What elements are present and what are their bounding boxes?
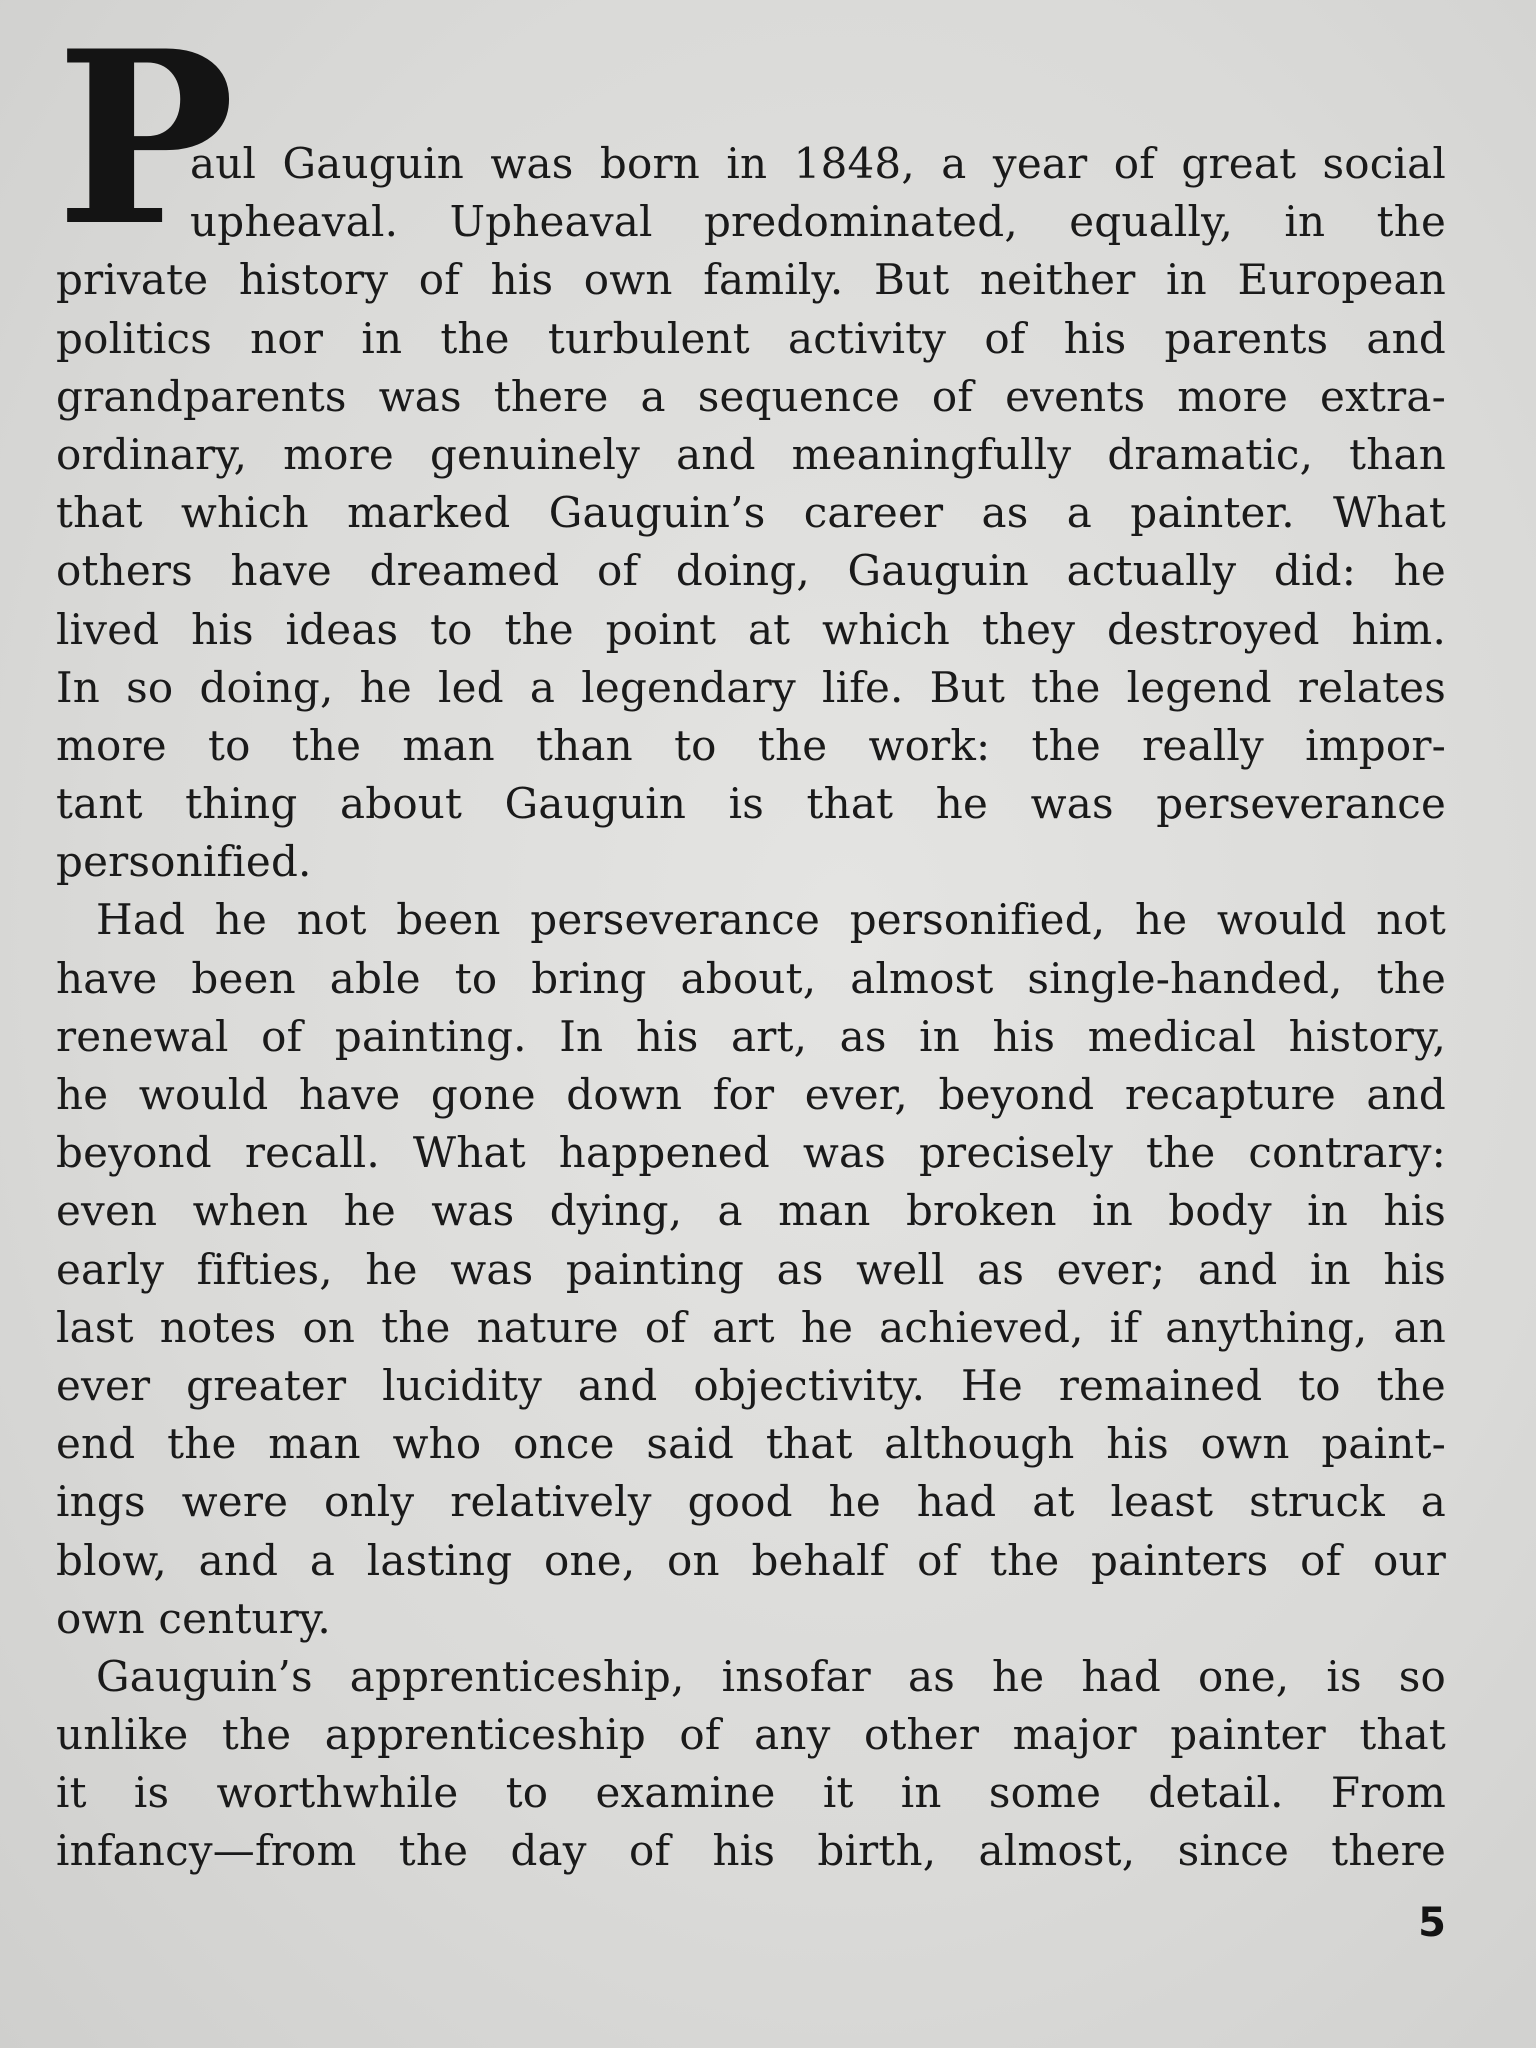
text-line: renewal of painting. In his art, as in his medical history, <box>56 1011 1446 1061</box>
text-line: ever greater lucidity and objectivity. He remained to the <box>56 1360 1446 1410</box>
text-line: end the man who once said that although his own paint- <box>56 1419 1446 1469</box>
text-line: it is worthwhile to examine it in some detail. From <box>56 1768 1446 1818</box>
text-line: Had he not been perseverance personified, he would not <box>96 895 1446 945</box>
text-line: unlike the apprenticeship of any other major painter that <box>56 1710 1446 1760</box>
text-line: personified. <box>56 837 312 887</box>
paragraph-1 <box>56 0 1446 891</box>
text-line: politics nor in the turbulent activity of his parents and <box>56 313 1446 363</box>
text-line: private history of his own family. But neither in European <box>56 255 1446 305</box>
drop-cap-lines <box>190 40 1446 251</box>
text-line: own century. <box>56 1593 331 1643</box>
text-line: infancy—from the day of his birth, almost, since there <box>56 1826 1446 1876</box>
text-line: lived his ideas to the point at which they destroyed him. <box>56 604 1446 654</box>
book-page <box>56 0 1446 1881</box>
paragraph-3 <box>56 1648 1446 1881</box>
drop-cap: P <box>56 0 235 279</box>
text-line: Gauguin’s apprenticeship, insofar as he had one, is so <box>96 1651 1446 1701</box>
text-line: that which marked Gauguin’s career as a painter. What <box>56 488 1446 538</box>
page-number: 5 <box>1418 1900 1446 1946</box>
text-line: last notes on the nature of art he achieved, if anything, an <box>56 1302 1446 1352</box>
text-line: ings were only relatively good he had at least struck a <box>56 1477 1446 1527</box>
text-line: In so doing, he led a legendary life. But the legend relates <box>56 662 1446 712</box>
text-line: blow, and a lasting one, on behalf of the painters of our <box>56 1535 1446 1585</box>
text-line: ordinary, more genuinely and meaningfully dramatic, than <box>56 429 1446 479</box>
text-line: more to the man than to the work: the really impor- <box>56 720 1446 770</box>
text-line: early fifties, he was painting as well as ever; and in his <box>56 1244 1446 1294</box>
paragraph-2 <box>56 891 1446 1647</box>
text-line: beyond recall. What happened was precisely the contrary: <box>56 1128 1446 1178</box>
text-line: even when he was dying, a man broken in body in his <box>56 1186 1446 1236</box>
text-line: aul Gauguin was born in 1848, a year of great social <box>190 139 1446 188</box>
text-line: others have dreamed of doing, Gauguin actually did: he <box>56 546 1446 596</box>
text-line: tant thing about Gauguin is that he was perseverance <box>56 779 1446 829</box>
text-line: upheaval. Upheaval predominated, equally, in the <box>190 197 1446 247</box>
text-line: he would have gone down for ever, beyond recapture and <box>56 1070 1446 1119</box>
text-line: have been able to bring about, almost single-handed, the <box>56 953 1446 1003</box>
text-line: grandparents was there a sequence of events more extra- <box>56 371 1446 421</box>
